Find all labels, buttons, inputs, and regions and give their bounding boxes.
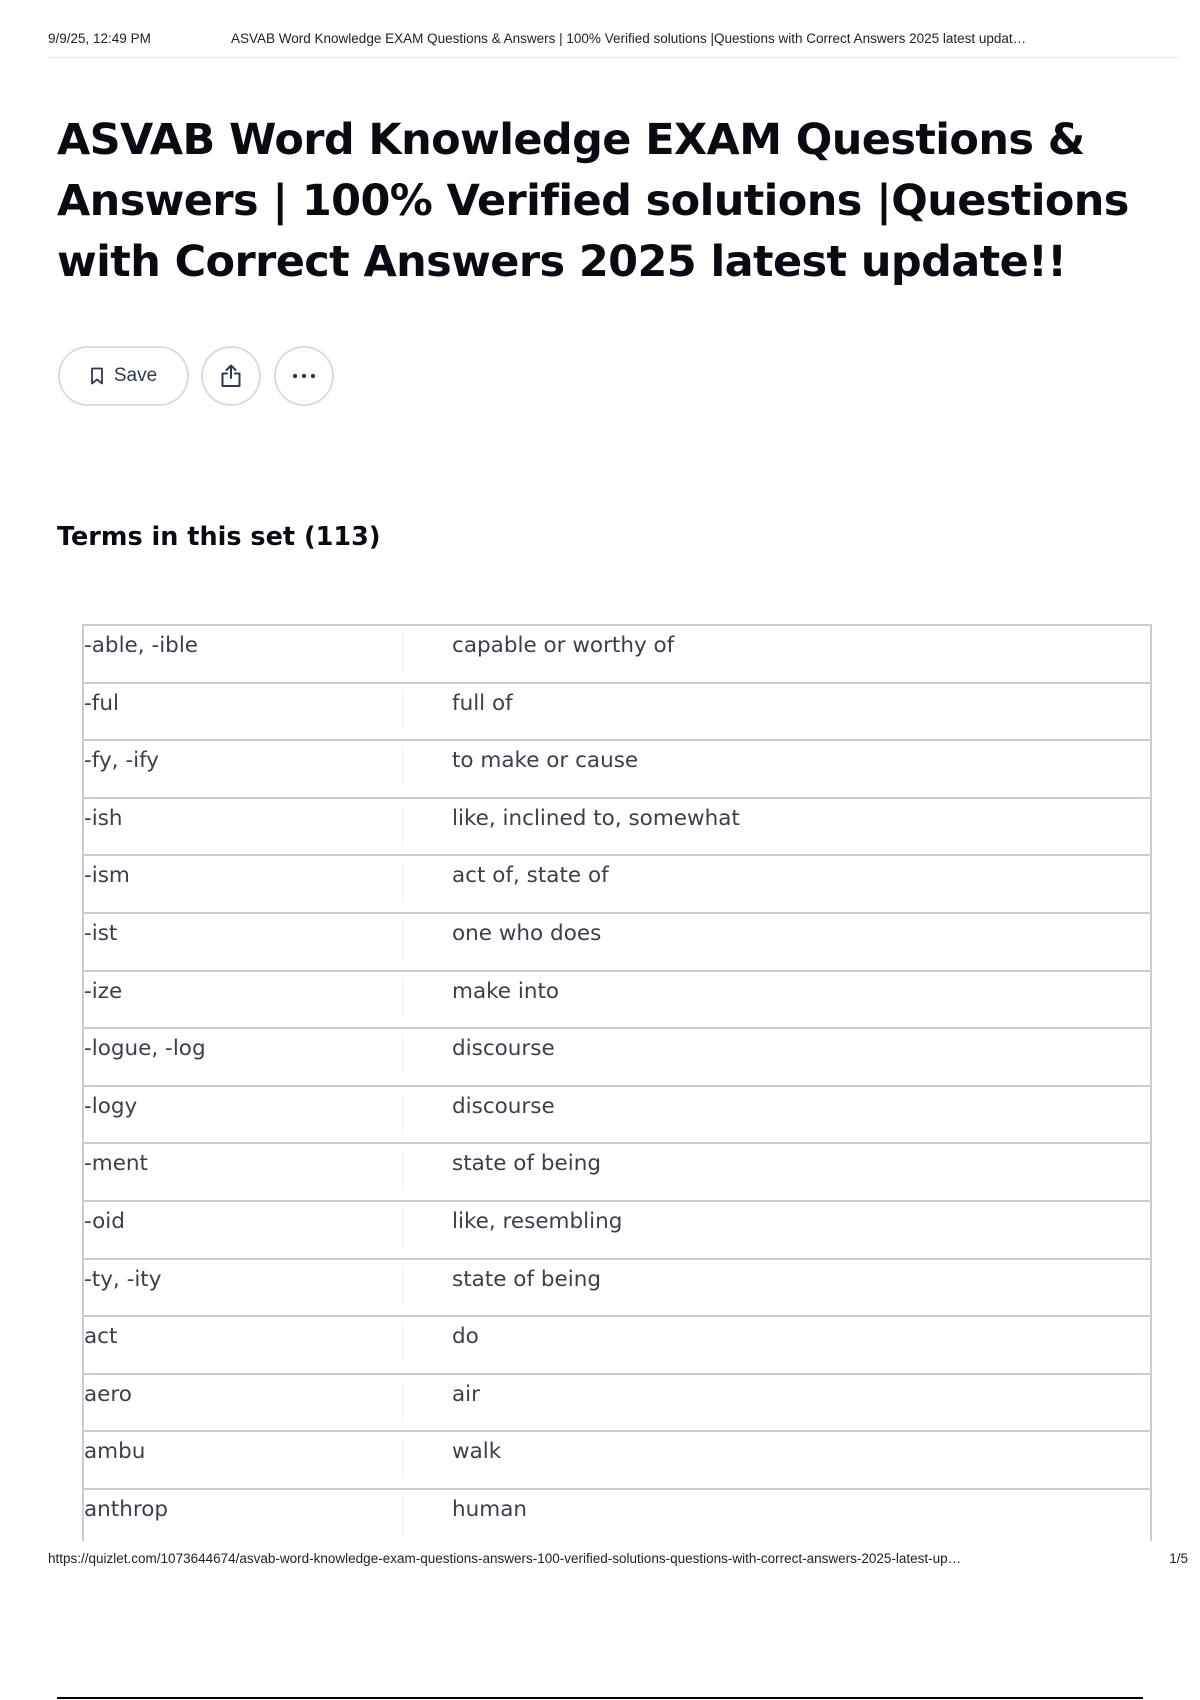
term-word: -ish [84, 805, 123, 831]
term-word: -ty, -ity [84, 1266, 162, 1292]
column-divider [402, 805, 403, 845]
term-word: -logue, -log [84, 1036, 206, 1062]
term-definition: state of being [452, 1151, 601, 1177]
terms-table [82, 624, 1152, 1541]
column-divider [402, 1150, 403, 1190]
term-word: -able, -ible [84, 633, 199, 658]
term-definition: discourse [452, 1093, 555, 1119]
term-definition: like, resembling [452, 1208, 623, 1234]
column-divider [402, 1438, 403, 1478]
term-definition: discourse [452, 1036, 555, 1062]
term-word: aero [84, 1381, 132, 1407]
term-row [84, 1432, 1150, 1490]
term-definition: state of being [452, 1266, 601, 1292]
column-divider [402, 862, 403, 902]
term-definition: capable or worthy of [452, 633, 675, 658]
term-row [84, 1087, 1150, 1145]
column-divider [402, 1496, 403, 1536]
column-divider [402, 747, 403, 787]
print-document-title: ASVAB Word Knowledge EXAM Questions & Answers | 100% Verified solutions |Questions with Correct Answers 2025 latest updat… [231, 31, 1027, 46]
term-definition: air [452, 1381, 480, 1407]
term-word: -ize [84, 978, 123, 1004]
save-button-label: Save [113, 365, 158, 386]
column-divider [402, 1208, 403, 1248]
column-divider [402, 690, 403, 730]
term-row [84, 799, 1150, 857]
share-icon [219, 363, 243, 389]
term-word: -logy [84, 1093, 138, 1119]
term-word: -ism [84, 863, 130, 889]
term-definition: to make or cause [452, 748, 639, 774]
term-row [84, 741, 1150, 799]
page-title: ASVAB Word Knowledge EXAM Questions & Answers | 100% Verified solutions |Questions with Correct Answers 2025 latest update!! [57, 115, 1129, 287]
column-divider [402, 1035, 403, 1075]
print-footer [48, 1551, 1188, 1573]
term-row [84, 1317, 1150, 1375]
term-row [84, 684, 1150, 742]
print-url: https://quizlet.com/1073644674/asvab-word-knowledge-exam-questions-answers-100-verified-solutions-questions-with-correct-answers-2025-latest-up… [48, 1551, 962, 1566]
term-row [84, 1490, 1150, 1541]
term-word: -fy, -ify [84, 748, 159, 774]
term-word: ambu [84, 1439, 146, 1465]
term-row [84, 972, 1150, 1030]
print-date: 9/9/25, 12:49 PM [48, 31, 151, 46]
term-row [84, 626, 1150, 684]
page-number: 1/5 [1169, 1551, 1188, 1566]
page-divider [57, 1697, 1143, 1699]
term-row [84, 1202, 1150, 1260]
more-horizontal-icon [291, 373, 317, 379]
column-divider [402, 978, 403, 1018]
term-row [84, 1029, 1150, 1087]
term-row [84, 1375, 1150, 1433]
term-word: anthrop [84, 1496, 169, 1522]
term-definition: full of [452, 690, 513, 716]
term-row [84, 1260, 1150, 1318]
term-definition: act of, state of [452, 863, 609, 889]
column-divider [402, 1323, 403, 1363]
print-header [48, 28, 1178, 58]
column-divider [402, 632, 403, 672]
term-definition: do [452, 1324, 479, 1350]
save-button[interactable] [58, 346, 189, 406]
bookmark-icon [90, 367, 104, 385]
share-button[interactable] [201, 346, 261, 406]
terms-heading: Terms in this set (113) [57, 522, 381, 552]
term-definition: one who does [452, 920, 602, 946]
term-word: -ful [84, 690, 119, 716]
term-definition: human [452, 1496, 527, 1522]
term-definition: make into [452, 978, 560, 1004]
term-word: -ment [84, 1151, 148, 1177]
term-row [84, 856, 1150, 914]
term-word: act [84, 1324, 118, 1350]
term-row [84, 1144, 1150, 1202]
term-row [84, 914, 1150, 972]
more-options-button[interactable] [274, 346, 334, 406]
column-divider [402, 1266, 403, 1306]
term-definition: walk [452, 1439, 502, 1465]
column-divider [402, 920, 403, 960]
term-word: -oid [84, 1208, 125, 1234]
column-divider [402, 1093, 403, 1133]
term-definition: like, inclined to, somewhat [452, 805, 740, 831]
column-divider [402, 1381, 403, 1421]
term-word: -ist [84, 920, 118, 946]
